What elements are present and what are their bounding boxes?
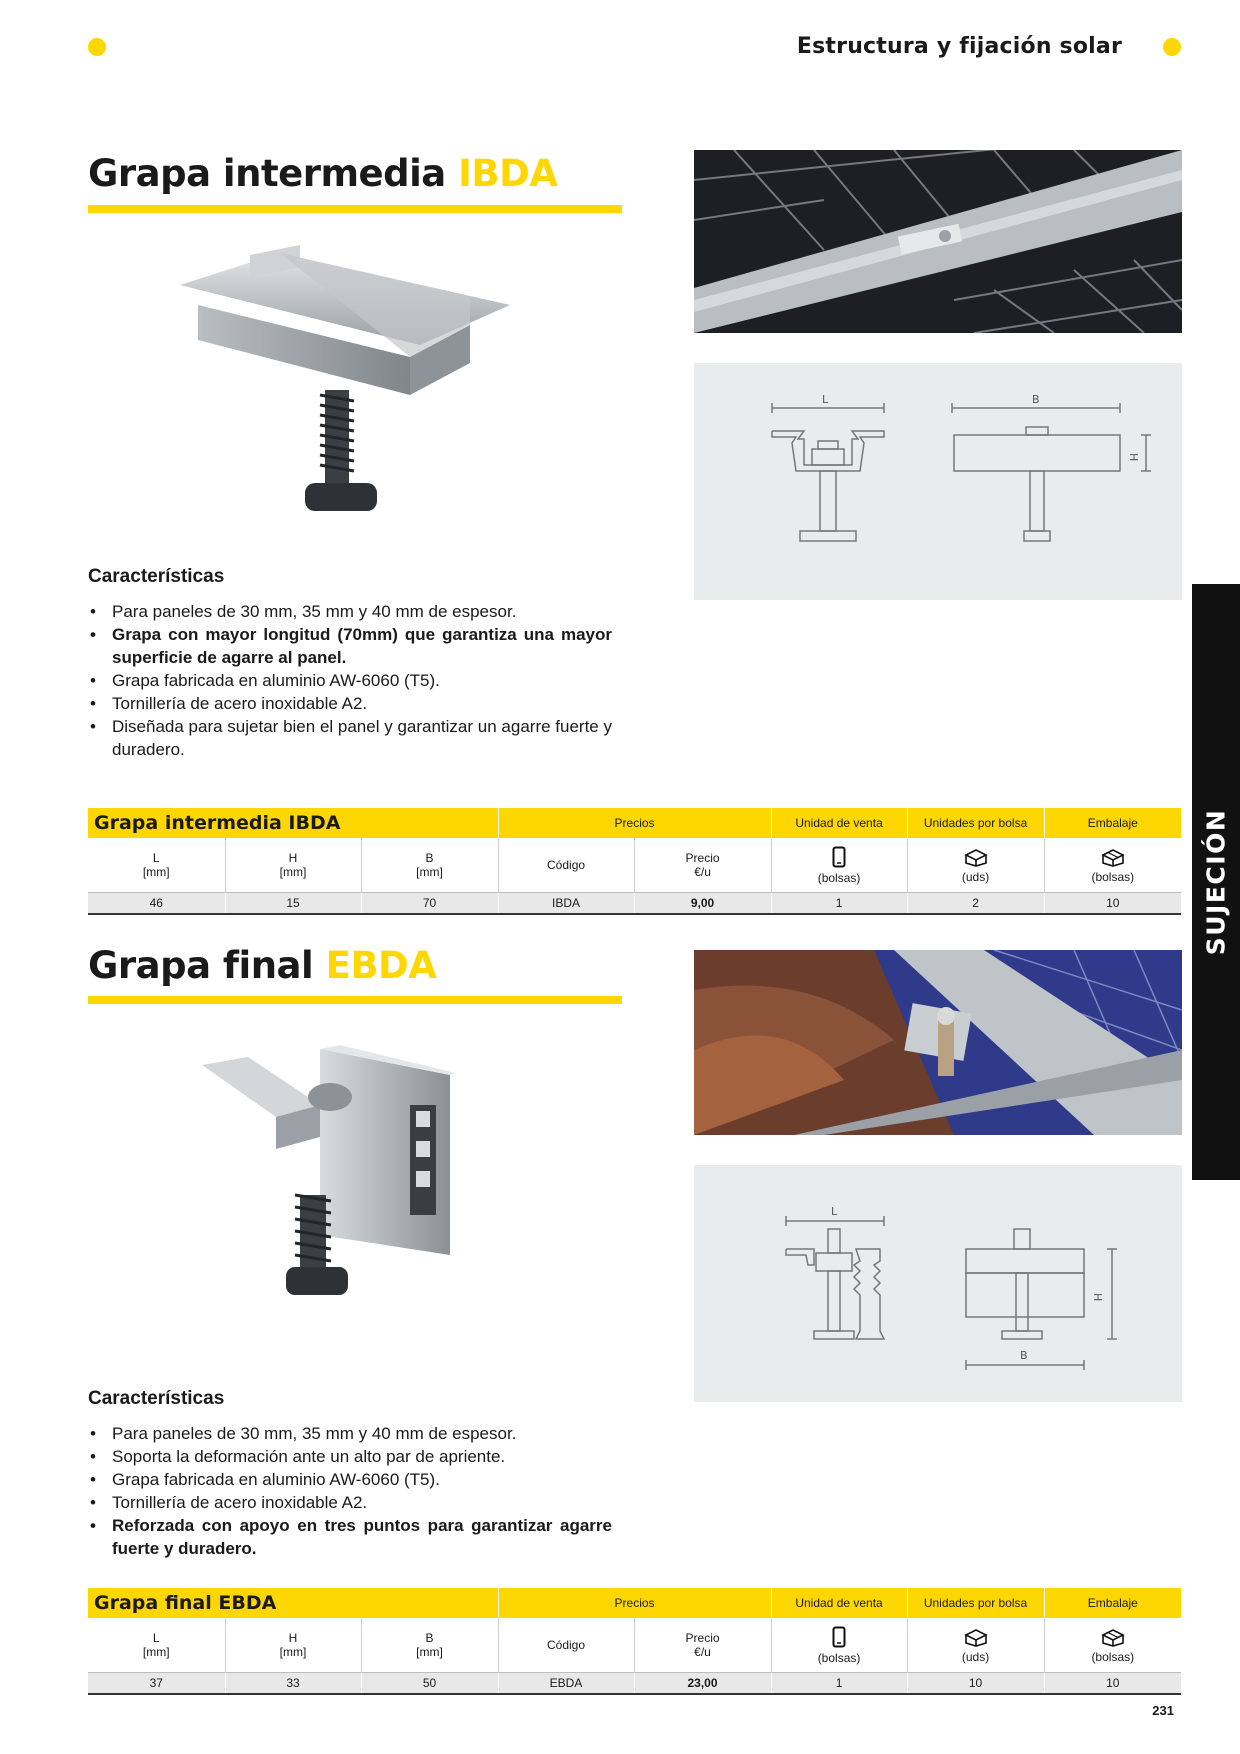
col-H: H [mm] bbox=[225, 1618, 361, 1673]
product-code: EBDA bbox=[498, 1673, 634, 1695]
col-B: B [mm] bbox=[361, 1618, 498, 1673]
table-subheader-row bbox=[88, 1618, 1181, 1673]
header-embalaje: Embalaje bbox=[1044, 808, 1181, 838]
feature-item: • Reforzada con apoyo en tres puntos para garantizar agarre fuerte y duradero. bbox=[88, 1514, 612, 1560]
feature-item: • Grapa fabricada en aluminio AW-6060 (T5). bbox=[88, 1468, 612, 1491]
dim-label-L: L bbox=[831, 1205, 838, 1218]
section-title-ebda: Grapa final EBDA bbox=[88, 944, 437, 987]
feature-item: • Grapa fabricada en aluminio AW-6060 (T5). bbox=[88, 669, 612, 692]
feature-item: • Tornillería de acero inoxidable A2. bbox=[88, 692, 612, 715]
col-por-bolsa: (uds) bbox=[907, 1618, 1044, 1673]
feature-item: • Para paneles de 30 mm, 35 mm y 40 mm de espesor. bbox=[88, 600, 612, 623]
box-icon bbox=[1101, 847, 1125, 867]
table-row: 46 15 70 IBDA 9,00 1 2 10 bbox=[88, 893, 1181, 915]
dim-label-H: H bbox=[1091, 1293, 1104, 1302]
dim-label-B: B bbox=[1020, 1349, 1028, 1362]
product-photo-ebda bbox=[200, 1045, 460, 1305]
technical-diagram-ebda bbox=[694, 1165, 1182, 1402]
product-price: 9,00 bbox=[634, 893, 771, 915]
dim-label-L: L bbox=[822, 393, 829, 406]
features-list-ibda bbox=[88, 600, 612, 761]
spec-table-ebda bbox=[88, 1588, 1181, 1695]
header-unidad-venta: Unidad de venta bbox=[771, 808, 907, 838]
title-underline bbox=[88, 205, 622, 213]
features-list-ebda bbox=[88, 1422, 612, 1560]
spec-table-ibda bbox=[88, 808, 1181, 915]
header-embalaje: Embalaje bbox=[1044, 1588, 1181, 1618]
table-subheader-row bbox=[88, 838, 1181, 893]
title-accent: EBDA bbox=[325, 944, 437, 987]
installation-photo-ebda bbox=[694, 950, 1182, 1135]
col-precio: Precio €/u bbox=[634, 838, 771, 893]
features-title-ibda: Características bbox=[88, 566, 225, 587]
col-codigo: Código bbox=[498, 1618, 634, 1673]
dim-label-B: B bbox=[1032, 393, 1040, 406]
col-H: H [mm] bbox=[225, 838, 361, 893]
feature-item: • Tornillería de acero inoxidable A2. bbox=[88, 1491, 612, 1514]
box-icon bbox=[1101, 1627, 1125, 1647]
box-icon bbox=[964, 847, 988, 867]
header-dot-left bbox=[88, 38, 106, 56]
col-unidad: (bolsas) bbox=[771, 838, 907, 893]
technical-diagram-ibda bbox=[694, 363, 1182, 600]
feature-item: • Para paneles de 30 mm, 35 mm y 40 mm de espesor. bbox=[88, 1422, 612, 1445]
col-unidad: (bolsas) bbox=[771, 1618, 907, 1673]
table-product-name: Grapa intermedia IBDA bbox=[88, 808, 498, 838]
side-tab bbox=[1192, 584, 1240, 1180]
side-tab-label: SUJECIÓN bbox=[1201, 808, 1231, 956]
header-unidades-bolsa: Unidades por bolsa bbox=[907, 808, 1044, 838]
dim-label-H: H bbox=[1127, 453, 1140, 462]
header-precios: Precios bbox=[498, 808, 771, 838]
feature-item: • Diseñada para sujetar bien el panel y garantizar un agarre fuerte y duradero. bbox=[88, 715, 612, 761]
product-code: IBDA bbox=[498, 893, 634, 915]
features-title-ebda: Características bbox=[88, 1388, 225, 1409]
header-dot-right bbox=[1163, 38, 1181, 56]
col-B: B [mm] bbox=[361, 838, 498, 893]
feature-item: • Grapa con mayor longitud (70mm) que garantiza una mayor superficie de agarre al panel. bbox=[88, 623, 612, 669]
col-codigo: Código bbox=[498, 838, 634, 893]
installation-photo-ibda bbox=[694, 150, 1182, 333]
header-unidad-venta: Unidad de venta bbox=[771, 1588, 907, 1618]
table-product-name: Grapa final EBDA bbox=[88, 1588, 498, 1618]
page-number: 231 bbox=[1152, 1703, 1174, 1718]
col-L: L [mm] bbox=[142, 851, 170, 879]
feature-item: • Soporta la deformación ante un alto par de apriente. bbox=[88, 1445, 612, 1468]
table-header-row bbox=[88, 1588, 1181, 1618]
title-underline bbox=[88, 996, 622, 1004]
table-row: 37 33 50 EBDA 23,00 1 10 10 bbox=[88, 1673, 1181, 1695]
phone-icon bbox=[832, 1626, 846, 1648]
col-L: L [mm] bbox=[142, 1631, 170, 1659]
section-title-ibda: Grapa intermedia IBDA bbox=[88, 152, 558, 195]
product-price: 23,00 bbox=[634, 1673, 771, 1695]
table-header-row bbox=[88, 808, 1181, 838]
col-por-bolsa: (uds) bbox=[907, 838, 1044, 893]
phone-icon bbox=[832, 846, 846, 868]
col-embalaje: (bolsas) bbox=[1044, 838, 1181, 893]
header-title: Estructura y fijación solar bbox=[796, 34, 1122, 59]
col-precio: Precio €/u bbox=[634, 1618, 771, 1673]
title-accent: IBDA bbox=[458, 152, 558, 195]
header-unidades-bolsa: Unidades por bolsa bbox=[907, 1588, 1044, 1618]
col-embalaje: (bolsas) bbox=[1044, 1618, 1181, 1673]
header-precios: Precios bbox=[498, 1588, 771, 1618]
product-photo-ibda bbox=[170, 245, 530, 520]
box-icon bbox=[964, 1627, 988, 1647]
